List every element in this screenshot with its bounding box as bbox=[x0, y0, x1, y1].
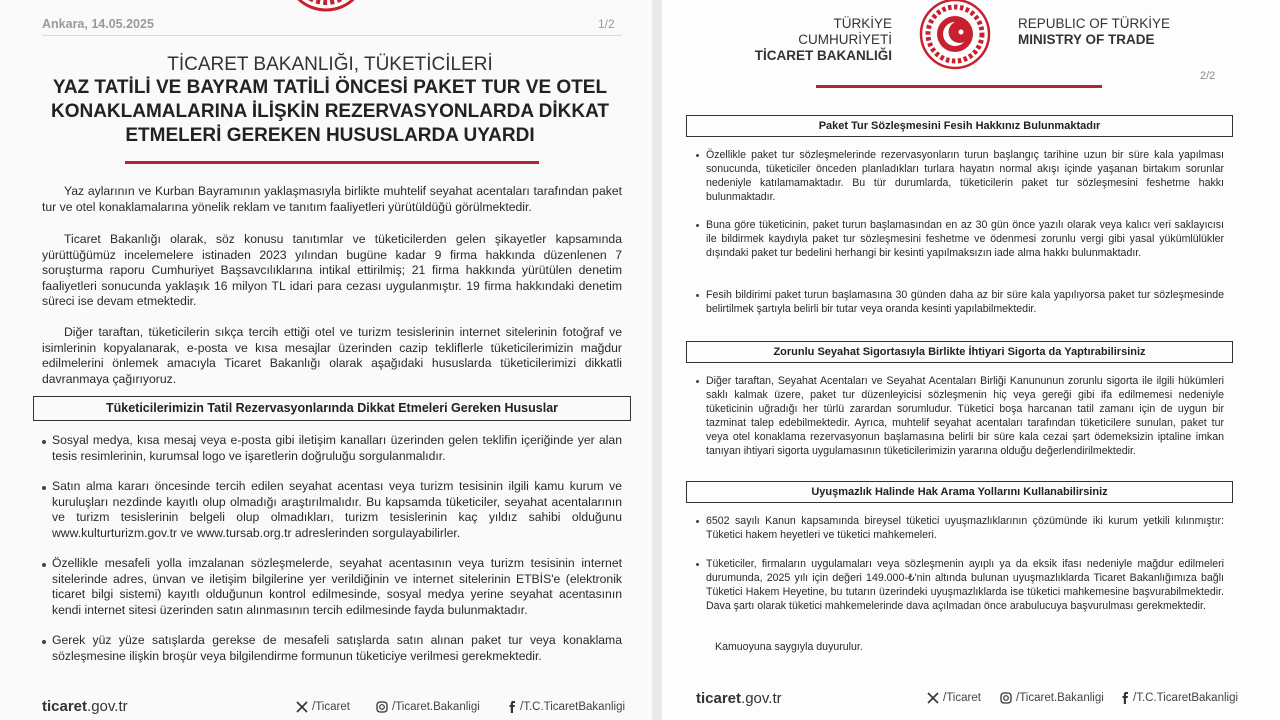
footer-instagram-link[interactable]: /Ticaret.Bakanligi bbox=[376, 701, 480, 713]
bullet-dot bbox=[42, 440, 46, 444]
bullet-dot bbox=[696, 380, 699, 383]
bullet-dot bbox=[42, 486, 46, 490]
bullet-item: Tüketiciler, firmaların uygulamaları veya sözleşmenin ayıplı ya da eksik ifası nedeniyle mağdur edilmeleri durumunda, 2025 yılı için değeri 149.000-₺'nin altında bulunan uyuşmazlıklarda Ticaret Bakanlığımıza bağlı Tüketici Hakem Heyetine, bu tutarın üzerindeki uyuşmazlıklarda ise tüketici mahkemesine başvurabilmektedir. Dava şartı olarak tüketici mahkemelerinde dava açılmadan önce arabulucuya başvurulması gerekmektedir. bbox=[706, 558, 1224, 612]
bullet-dot bbox=[696, 563, 699, 566]
footer-instagram-link[interactable]: /Ticaret.Bakanligi bbox=[1000, 692, 1104, 704]
bullet-item: Gerek yüz yüze satışlarda gerekse de mesafeli satışlarda satın alınan paket tur veya konaklama sözleşmesine ilişkin broşür veya bilgilendirme formunun tüketiciye verilmesi gerekmektedir. bbox=[52, 633, 622, 663]
closing-statement: Kamuoyuna saygıyla duyurulur. bbox=[715, 641, 863, 653]
bullet-item: Özellikle paket tur sözleşmelerinde rezervasyonların turun başlangıç tarihine uzun bir süre kala yapılması sonucunda, tüketiciler önceden planladıkları turlara hayatın normal akışı içinde yaşanan birtakım sorunlar nedeniyle katılamamaktadır. Bu tür durumlarda, tüketicilerin paket tur sözleşmesini feshetme hakkı bulunmaktadır. bbox=[706, 149, 1224, 203]
page-number: 1/2 bbox=[598, 17, 615, 31]
page-gap bbox=[652, 0, 662, 720]
facebook-icon bbox=[1120, 692, 1129, 704]
section-heading-box: Zorunlu Seyahat Sigortasıyla Birlikte İhtiyari Sigorta da Yaptırabilirsiniz bbox=[686, 341, 1233, 363]
ministry-seal-icon bbox=[914, 0, 996, 70]
bullet-item: Satın alma kararı öncesinde tercih edilen seyahat acentası veya turizm tesisinin ilgili kamu kurum ve kuruluşları nezdinde kayıtlı olup olmadığı araştırılmalıdır. Bu kapsamda tüketiciler, seyahat acentalarının ve turizm tesislerinin belgeli olup olmadıkları, turizm tesislerinin kaç yıldız sahibi olduğunu www.kulturturizm.gov.tr ve www.tursab.org.tr adreslerinden sorgulayabilirler. bbox=[52, 479, 622, 540]
paragraph-intro: Yaz aylarının ve Kurban Bayramının yaklaşmasıyla birlikte muhtelif seyahat acentaları tarafından paket tur ve otel konaklamalarına yönelik reklam ve tanıtım faaliyetleri yürütüldüğü görülmektedir. bbox=[42, 184, 622, 214]
title-ministry: TİCARET BAKANLIĞI, TÜKETİCİLERİ bbox=[167, 54, 493, 75]
bullet-item: 6502 sayılı Kanun kapsamında bireysel tüketici uyuşmazlıklarının çözümünde iki kurum yetkili kılınmıştır: Tüketici hakem heyetleri ve tüketici mahkemeleri. bbox=[706, 515, 1224, 541]
headline: YAZ TATİLİ VE BAYRAM TATİLİ ÖNCESİ PAKET TUR VE OTEL KONAKLAMALARINA İLİŞKİN REZERVASYONLARDA DİKKAT ETMELERİ GEREKEN HUSUSLARDA UYARDI bbox=[50, 77, 610, 146]
facebook-icon bbox=[507, 701, 516, 713]
page-number: 2/2 bbox=[1200, 70, 1216, 82]
bullet-item: Özellikle mesafeli yolla imzalanan sözleşmelerde, seyahat acentasının veya turizm tesisinin internet sitelerinde adres, ünvan ve iletişim bilgilerine yer verildiğinin ve internet sitelerinin ETBİS'e (elektronik ticaret bilgi sistemi) kayıtlı olduğunun kontrol edilmesinde, sosyal medya yerine seyahat acentasının kendi internet sitesi üzerinden satın alınmasının tercih edilmesinde fayda bulunmaktadır. bbox=[52, 556, 622, 617]
header-institution-en: REPUBLIC OF TÜRKİYE MINISTRY OF TRADE bbox=[1018, 16, 1171, 47]
x-icon bbox=[927, 692, 939, 704]
bullet-dot bbox=[42, 563, 46, 567]
section-heading-box: Paket Tur Sözleşmesini Fesih Hakkınız Bulunmaktadır bbox=[686, 115, 1233, 137]
footer-x-link[interactable]: /Ticaret bbox=[296, 701, 350, 713]
section-heading-box: Uyuşmazlık Halinde Hak Arama Yollarını Kullanabilirsiniz bbox=[686, 481, 1233, 503]
footer-x-link[interactable]: /Ticaret bbox=[927, 692, 981, 704]
bullet-item: Buna göre tüketicinin, paket turun başlamasından en az 30 gün önce yazılı olarak veya kalıcı veri saklayıcısı ile bildirmek kaydıyla paket tur sözleşmesini feshetme ve ödenmesi zorunlu vergi gibi yasal yükümlülükler dışındaki paket tur bedelini herhangi bir kesinti yapılmaksızın iade alma hakkı bulunmaktadır. bbox=[706, 219, 1224, 259]
header-accent-rule bbox=[816, 85, 1102, 88]
instagram-icon bbox=[376, 701, 388, 713]
paragraph-enforcement: Ticaret Bakanlığı olarak, söz konusu tanıtımlar ve tüketicilerden gelen şikayetler kapsamında yürüttüğümüz incelemelere istinaden 2023 yılından bugüne kadar 9 firma hakkında düzenlenen 7 soruşturma raporu Cumhuriyet Başsavcılıklarına intikal ettirilmiş; 21 firma hakkında yürütülen denetim faaliyetleri sonucunda yaklaşık 16 milyon TL idari para cezası uygulanmıştır. 19 firma hakkındaki denetim süreci ise devam etmektedir. bbox=[42, 232, 622, 308]
header-rule bbox=[42, 35, 622, 36]
footer-facebook-link[interactable]: /T.C.TicaretBakanligi bbox=[507, 701, 625, 713]
footer-facebook-link[interactable]: /T.C.TicaretBakanligi bbox=[1120, 692, 1238, 704]
bullet-dot bbox=[696, 520, 699, 523]
header-institution-tr: TÜRKİYE CUMHURİYETİ TİCARET BAKANLIĞI bbox=[754, 16, 892, 63]
instagram-icon bbox=[1000, 692, 1012, 704]
footer-website-link[interactable]: ticaret.gov.tr bbox=[42, 698, 128, 715]
bullet-dot bbox=[696, 154, 699, 157]
footer-website-link[interactable]: ticaret.gov.tr bbox=[696, 690, 782, 707]
press-release-page-2 bbox=[662, 0, 1280, 720]
bullet-dot bbox=[696, 294, 699, 297]
release-date: Ankara, 14.05.2025 bbox=[42, 17, 154, 31]
bullet-dot bbox=[696, 224, 699, 227]
x-icon bbox=[296, 701, 308, 713]
bullet-item: Diğer taraftan, Seyahat Acentaları ve Seyahat Acentaları Birliği Kanununun zorunlu sigorta ile ilgili hükümleri saklı kalmak üzere, paket tur düzenleyicisi sözleşmenin hiç veya gereği gibi ifa edilmemesi nedeniyle tüketicinin uğradığı her türlü zarardan sorumludur. Tüketici boşa harcanan tatil zamanı için de uygun bir tazminat talep edebilmektedir. Ayrıca, muhtelif seyahat acentaları tarafından tüketicilere sunulan, paket tur veya otel konaklama rezervasyonun başlamasına belirli bir süre kala cezai şart ödemeksizin iptaline imkan tanıyan ihtiyari sigorta uygulamasının tüketicilerimizin yararına olduğu değerlendirilmektedir. bbox=[706, 375, 1224, 457]
bullet-item: Fesih bildirimi paket turun başlamasına 30 günden daha az bir süre kala yapılıyorsa paket tur sözleşmesinde belirtilmek şartıyla belirli bir tutar veya oranda kesinti yapılabilmektedir. bbox=[706, 289, 1224, 315]
bullet-dot bbox=[42, 640, 46, 644]
paragraph-warning: Diğer taraftan, tüketicilerin sıkça tercih ettiği otel ve turizm tesislerinin internet sitelerinin fotoğraf ve isimlerinin kopyalanarak, e-posta ve kısa mesajlar üzerinden cazip tekliflerle tüketicilerimizin mağdur edilmelerini önlemek amacıyla Ticaret Bakanlığı olarak aşağıdaki hususlarda tüketicilerimizi dikkatli davranmaya çağırıyoruz. bbox=[42, 325, 622, 386]
section-heading-box: Tüketicilerimizin Tatil Rezervasyonlarında Dikkat Etmeleri Gereken Hususlar bbox=[33, 396, 631, 421]
ministry-seal-icon bbox=[281, 0, 371, 15]
title-accent-rule bbox=[125, 161, 539, 164]
bullet-item: Sosyal medya, kısa mesaj veya e-posta gibi iletişim kanalları üzerinden gelen teklifin içeriğinde yer alan tesis resimlerinin, kurumsal logo ve işaretlerin doğruluğu sorgulanmalıdır. bbox=[52, 433, 622, 463]
